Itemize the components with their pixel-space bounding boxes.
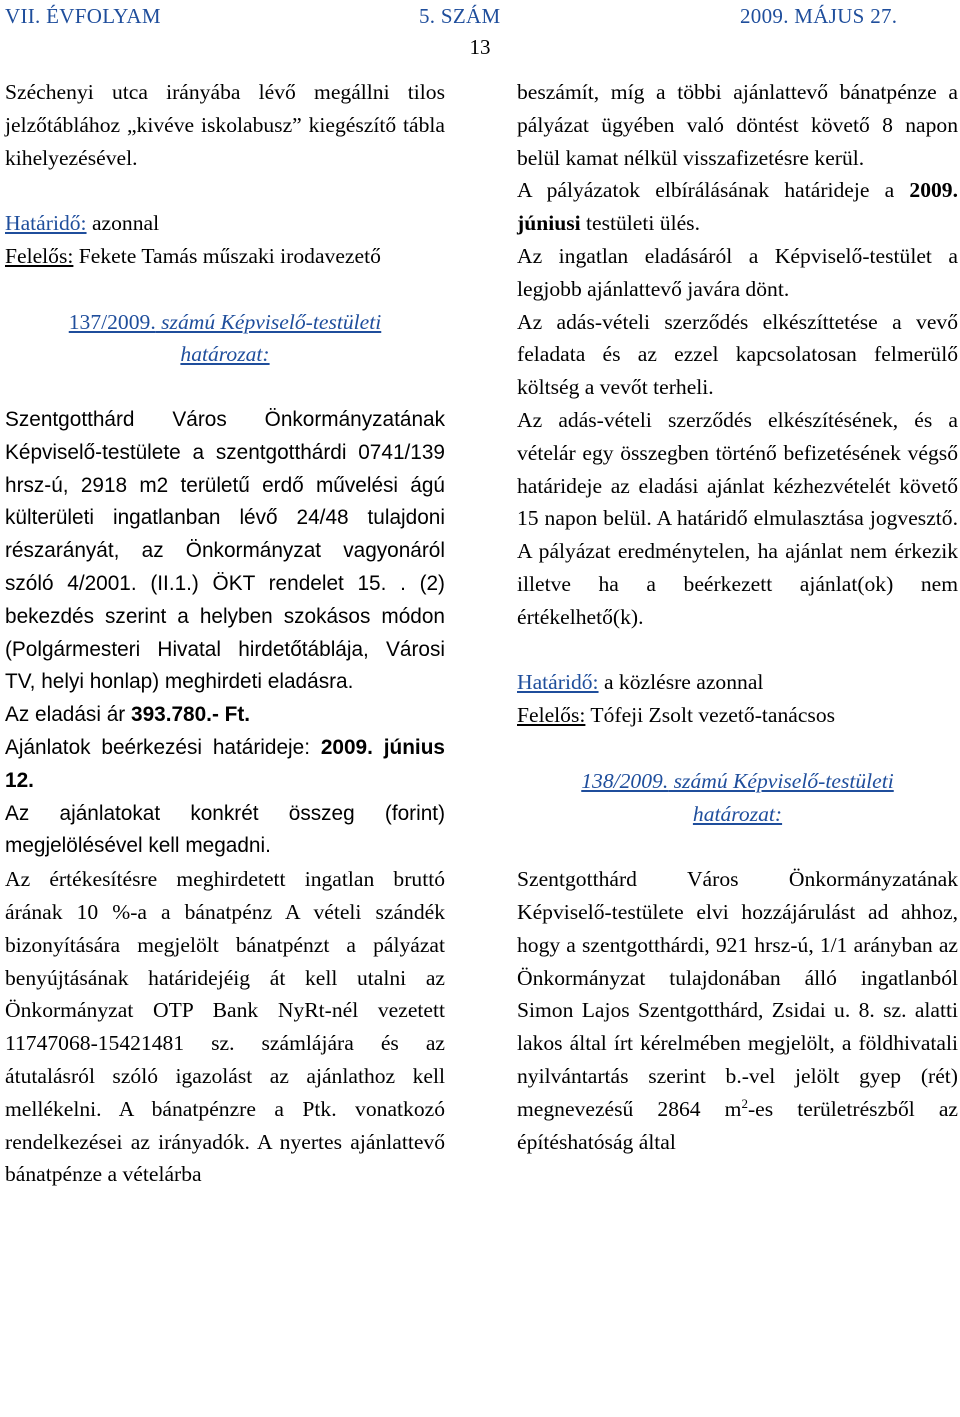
paragraph-5: Az adás-vételi szerződés elkészítésének, és a vételár egy összegben történő befizetésének végső határideje az eladási ajánlat kézhezvételét követő 15 napon belül. A határidő elmulasztása jogvesztő. A pályázat eredménytelen, ha ajánlat nem érkezik illetve ha a beérkezett ajánlat(ok) nem értékelhető(k). [517,407,958,629]
header-volume: VII. ÉVFOLYAM [5,4,161,28]
resolution-body-right [517,863,958,1158]
price-line [5,699,445,732]
paragraph-2 [517,174,958,240]
offer-deadline-value: 2009. június 12. [5,735,445,792]
deadline-label: Határidő: [5,211,87,236]
price-label: Az eladási ár [5,703,131,727]
resolution-title-right: számú Képviselő-testületi [668,768,894,793]
responsible-line [5,240,445,273]
resolution-title-2: határozat: [180,342,270,367]
offer-deadline-line [5,732,445,798]
superscript-2: 2 [741,1095,748,1111]
paragraph-2-end: testületi ülés. [580,211,700,236]
header-issue: 5. SZÁM [419,4,501,28]
responsible-label-right: Felelős: [517,703,586,728]
deadline-value-right: a közlésre azonnal [598,670,764,695]
deposit-paragraph: Az értékesítésre meghirdetett ingatlan bruttó árának 10 %-a a bánatpénz A vételi szándék bizonyítására megjelölt bánatpénzt a pályázat benyújtásának határidejéig át kell utalni az Önkormányzat OTP Bank NyRt-nél vezetett 11747068-15421481 sz. számlájára és az átutalásról szóló igazolást az ajánlathoz kell mellékelni. A bánatpénzre a Ptk. vonatkozó rendelkezései az irányadók. A nyertes ajánlattevő bánatpénze a vételárba [5,867,445,1187]
responsible-line-right [517,699,958,732]
resolution-title: számú Képviselő-testületi [155,309,382,334]
paragraph-1: beszámít, míg a többi ajánlattevő bánatpénze a pályázat ügyében való döntést követő 8 napon belül kamat nélkül visszafizetésre kerül. [517,80,958,170]
paragraph-4: Az adás-vételi szerződés elkészíttetése a vevő feladata és az ezzel kapcsolatosan felmerülő költség a vevőt terheli. [517,309,958,400]
left-column [5,76,445,1191]
page-number: 13 [469,35,491,59]
paragraph-2-date: 2009. júniusi [517,178,958,236]
resolution-number-right: 138/2009. [581,768,669,793]
paragraph-2-text: A pályázatok elbírálásának határideje a [517,178,910,203]
offer-note: Az ajánlatokat konkrét összeg (forint) megjelölésével kell megadni. [5,801,445,858]
resolution-title-2-right: határozat: [692,801,783,826]
intro-paragraph: Széchenyi utca irányába lévő megállni tilos jelzőtáblához „kivéve iskolabusz” kiegészítő tábla kihelyezésével. [5,80,445,170]
resolution-number: 137/2009. [68,309,156,334]
responsible-value: Fekete Tamás műszaki irodavezető [73,243,381,268]
right-column [517,76,958,1158]
price-value: 393.780.- Ft. [131,703,251,727]
responsible-value-right: Tófeji Zsolt vezető-tanácsos [585,703,836,728]
paragraph-3: Az ingatlan eladásáról a Képviselő-testület a legjobb ajánlattevő javára dönt. [517,243,958,301]
deadline-label-right: Határidő: [517,670,599,695]
resolution-heading-right [517,765,958,831]
responsible-label: Felelős: [5,243,74,268]
resolution-heading [5,306,445,372]
resolution-body-right-end: -es területrészből az építéshatóság által [517,1096,958,1154]
deadline-line-right [517,666,958,699]
header-date: 2009. MÁJUS 27. [740,4,898,28]
deadline-value: azonnal [86,211,160,236]
deadline-line [5,207,445,240]
offer-deadline-label: Ajánlatok beérkezési határideje: [5,735,321,759]
resolution-body: Szentgotthárd Város Önkormányzatának Képviselő-testülete a szentgotthárdi 0741/139 hrsz-ú, 2918 m2 területű erdő művelési ágú külterületi ingatlanban lévő 24/48 tulajdoni részarányát, az Önkormányzat vagyonáról szóló 4/2001. (II.1.) ÖKT rendelet 15. . (2) bekezdés szerint a helyben szokásos módon (Polgármesteri Hivatal hirdetőtáblája, Városi TV, helyi honlap) meghirdeti eladásra. [5,407,445,694]
resolution-body-right-text: Szentgotthárd Város Önkormányzatának Képviselő-testülete elvi hozzájárulást ad ahhoz, hogy a szentgotthárdi, 921 hrsz-ú, 1/1 arányban az Önkormányzat tulajdonában álló ingatlanból Simon Lajos Szentgotthárd, Zsidai u. 8. sz. alatti lakos által írt kérelmében megjelölt, a földhivatali nyilvántartás szerint b.-vel jelölt gyep (rét) megnevezésű 2864 m [517,867,958,1121]
